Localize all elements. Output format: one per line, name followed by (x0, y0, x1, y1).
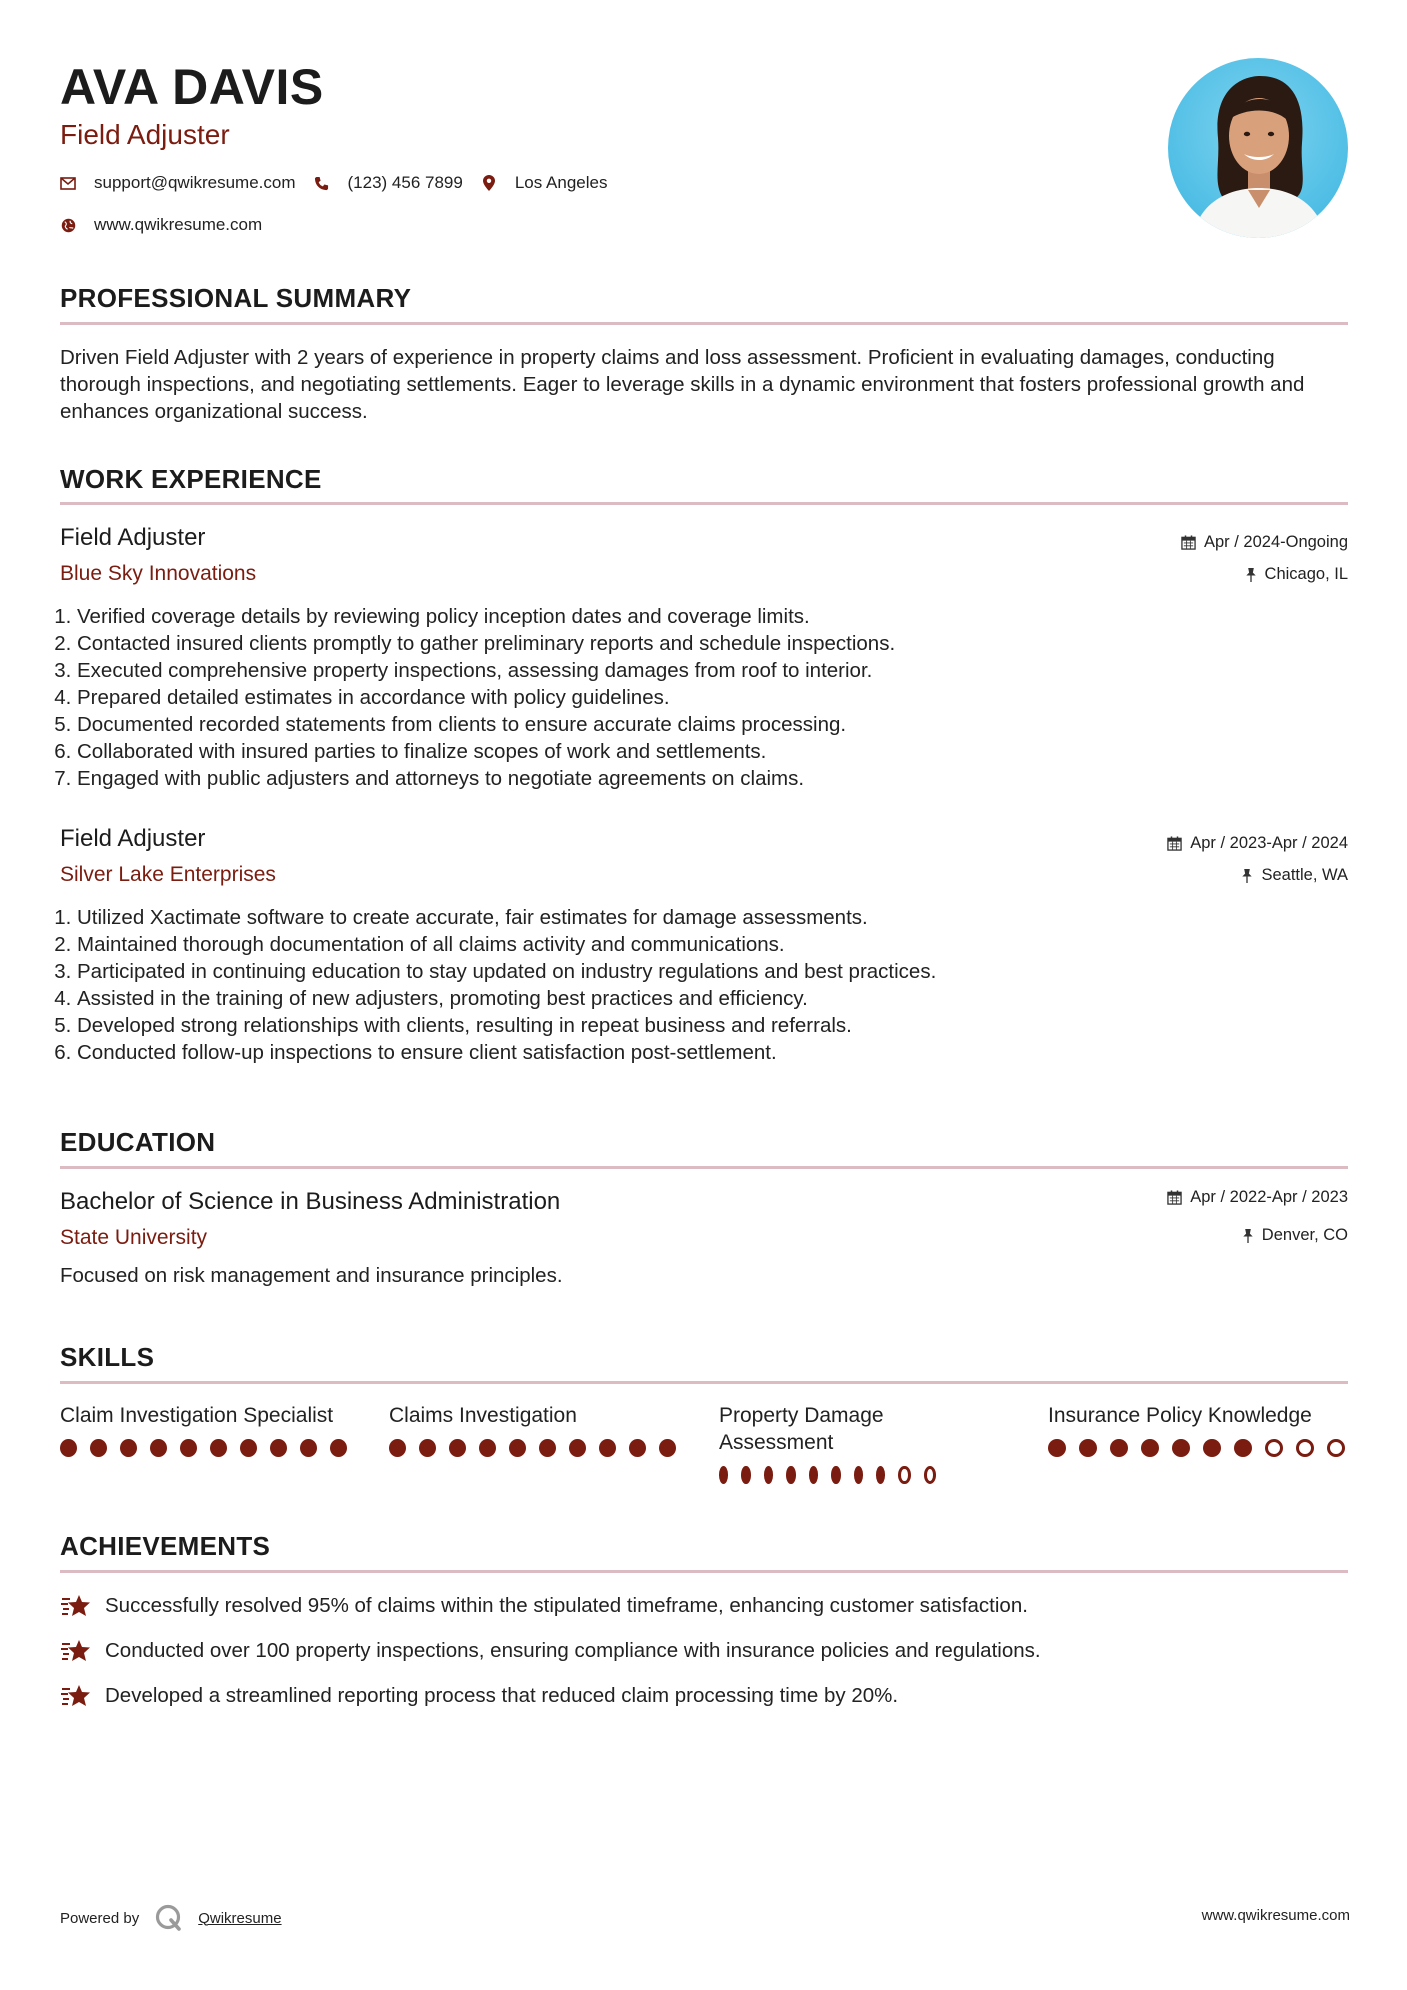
education-location-text: Denver, CO (1261, 1226, 1348, 1244)
skills-heading: SKILLS (60, 1342, 155, 1372)
job-location-text: Chicago, IL (1264, 565, 1348, 583)
contact-email[interactable]: support@qwikresume.com (94, 173, 296, 192)
list-item: 1. Verified coverage details by reviewing policy inception dates and coverage limits. (77, 603, 1327, 630)
list-item: 6. Collaborated with insured parties to finalize scopes of work and settlements. (77, 738, 1327, 765)
rating-dot-empty (1327, 1439, 1345, 1457)
skill-item (60, 1402, 360, 1457)
contact-row-secondary (60, 215, 280, 235)
rating-dot-filled (569, 1439, 586, 1457)
job-bullets (40, 904, 1327, 1066)
rating-dot-filled (90, 1439, 107, 1457)
rating-dot-empty (924, 1466, 936, 1484)
contact-phone[interactable]: (123) 456 7899 (347, 173, 463, 192)
profile-photo (1168, 58, 1348, 238)
rating-dot-filled (831, 1466, 840, 1484)
skill-rating (60, 1439, 360, 1457)
summary-heading: PROFESSIONAL SUMMARY (60, 283, 412, 313)
footer-powered-by (60, 1903, 282, 1933)
powered-by-label: Powered by (60, 1909, 140, 1927)
achievements-divider (60, 1570, 1348, 1573)
achievement-text: Developed a streamlined reporting process that reduced claim processing time by 20%. (105, 1684, 899, 1707)
rating-dot-filled (629, 1439, 646, 1457)
rating-dot-filled (330, 1439, 347, 1457)
location-pin-icon (481, 175, 497, 191)
list-item: 4. Prepared detailed estimates in accordance with policy guidelines. (77, 684, 1327, 711)
calendar-icon (1167, 1190, 1182, 1205)
calendar-icon (1181, 535, 1196, 550)
skill-item (719, 1402, 949, 1484)
rating-dot-empty (1265, 1439, 1283, 1457)
education-location (1242, 1226, 1348, 1245)
summary-text: Driven Field Adjuster with 2 years of experience in property claims and loss assessment. Proficient in evaluating damages, conducting thorough inspections, and negotiating settlements. Eager to leverage skills in a dynamic environment that fosters professional growth and enhances organizational success. (60, 346, 1305, 423)
list-item: 3. Executed comprehensive property inspections, assessing damages from roof to interior. (77, 657, 1327, 684)
achievement-item (60, 1636, 1041, 1666)
rating-dot-filled (1203, 1439, 1221, 1457)
calendar-icon (1167, 836, 1182, 851)
list-item: 7. Engaged with public adjusters and attorneys to negotiate agreements on claims. (77, 765, 1327, 792)
rating-dot-filled (419, 1439, 436, 1457)
rating-dot-filled (599, 1439, 616, 1457)
achievement-item (60, 1591, 1028, 1621)
job-title: Field Adjuster (60, 524, 206, 551)
list-item: 5. Developed strong relationships with clients, resulting in repeat business and referrals. (77, 1012, 1327, 1039)
pushpin-icon (1241, 868, 1253, 883)
rating-dot-filled (809, 1466, 818, 1484)
education-divider (60, 1166, 1348, 1169)
rating-dot-empty (1296, 1439, 1314, 1457)
rating-dot-filled (1079, 1439, 1097, 1457)
skill-rating (1048, 1439, 1358, 1457)
list-item: 5. Documented recorded statements from clients to ensure accurate claims processing. (77, 711, 1327, 738)
star-award-icon (60, 1636, 92, 1666)
list-item: 2. Contacted insured clients promptly to gather preliminary reports and schedule inspections. (77, 630, 1327, 657)
rating-dot-filled (300, 1439, 317, 1457)
skill-name: Claim Investigation Specialist (60, 1404, 334, 1427)
job-dates-text: Apr / 2023-Apr / 2024 (1190, 834, 1348, 852)
education-dates (1167, 1188, 1348, 1207)
rating-dot-filled (479, 1439, 496, 1457)
job-bullets (40, 603, 1327, 792)
globe-icon (60, 217, 76, 233)
list-item: 2. Maintained thorough documentation of all claims activity and communications. (77, 931, 1327, 958)
rating-dot-filled (1172, 1439, 1190, 1457)
rating-dot-filled (719, 1466, 728, 1484)
rating-dot-filled (150, 1439, 167, 1457)
rating-dot-filled (449, 1439, 466, 1457)
rating-dot-empty (898, 1466, 910, 1484)
skill-name: Property Damage Assessment (719, 1404, 884, 1454)
achievement-text: Conducted over 100 property inspections, ensuring compliance with insurance policies and regulations. (105, 1639, 1041, 1662)
star-award-icon (60, 1591, 92, 1621)
rating-dot-filled (240, 1439, 257, 1457)
rating-dot-filled (210, 1439, 227, 1457)
education-school: State University (60, 1226, 208, 1249)
list-item: 1. Utilized Xactimate software to create accurate, fair estimates for damage assessments. (77, 904, 1327, 931)
rating-dot-filled (1110, 1439, 1128, 1457)
list-item: 3. Participated in continuing education to stay updated on industry regulations and best practices. (77, 958, 1327, 985)
rating-dot-filled (659, 1439, 676, 1457)
rating-dot-filled (270, 1439, 287, 1457)
rating-dot-filled (741, 1466, 750, 1484)
footer-website[interactable]: www.qwikresume.com (1201, 1907, 1350, 1924)
skills-divider (60, 1381, 1348, 1384)
skill-item (389, 1402, 689, 1457)
contact-website[interactable]: www.qwikresume.com (94, 215, 263, 234)
rating-dot-filled (60, 1439, 77, 1457)
job-dates-text: Apr / 2024-Ongoing (1203, 533, 1348, 551)
job-dates (1181, 533, 1348, 552)
job-company: Silver Lake Enterprises (60, 863, 276, 886)
job-dates (1167, 834, 1348, 853)
rating-dot-filled (539, 1439, 556, 1457)
job-location (1241, 866, 1348, 885)
skill-rating (719, 1466, 949, 1484)
pushpin-icon (1242, 1228, 1254, 1243)
contact-location: Los Angeles (514, 173, 608, 192)
education-description: Focused on risk management and insurance principles. (60, 1264, 563, 1287)
achievements-heading: ACHIEVEMENTS (60, 1531, 271, 1561)
skill-name: Insurance Policy Knowledge (1048, 1404, 1312, 1427)
phone-icon (314, 175, 330, 191)
mail-icon (60, 175, 76, 191)
brand-link[interactable]: Qwikresume (198, 1909, 282, 1927)
education-heading: EDUCATION (60, 1127, 216, 1157)
rating-dot-filled (1141, 1439, 1159, 1457)
job-location-text: Seattle, WA (1261, 866, 1348, 884)
rating-dot-filled (120, 1439, 137, 1457)
rating-dot-filled (764, 1466, 773, 1484)
pushpin-icon (1245, 567, 1257, 582)
experience-divider (60, 502, 1348, 505)
qwikresume-logo-icon (154, 1903, 184, 1933)
rating-dot-filled (509, 1439, 526, 1457)
rating-dot-filled (876, 1466, 885, 1484)
skill-item (1048, 1402, 1358, 1457)
achievement-text: Successfully resolved 95% of claims within the stipulated timeframe, enhancing customer satisfaction. (105, 1594, 1028, 1617)
achievement-item (60, 1681, 898, 1711)
education-degree: Bachelor of Science in Business Administration (60, 1188, 561, 1215)
skill-rating (389, 1439, 689, 1457)
rating-dot-filled (180, 1439, 197, 1457)
candidate-name: AVA DAVIS (60, 59, 324, 115)
rating-dot-filled (786, 1466, 795, 1484)
star-award-icon (60, 1681, 92, 1711)
job-location (1245, 565, 1348, 584)
rating-dot-filled (1234, 1439, 1252, 1457)
rating-dot-filled (1048, 1439, 1066, 1457)
job-title: Field Adjuster (60, 825, 206, 852)
rating-dot-filled (854, 1466, 863, 1484)
contact-row-primary (60, 173, 625, 193)
list-item: 6. Conducted follow-up inspections to ensure client satisfaction post-settlement. (77, 1039, 1327, 1066)
rating-dot-filled (389, 1439, 406, 1457)
job-company: Blue Sky Innovations (60, 562, 257, 585)
experience-heading: WORK EXPERIENCE (60, 464, 322, 494)
skill-name: Claims Investigation (389, 1404, 577, 1427)
summary-divider (60, 322, 1348, 325)
list-item: 4. Assisted in the training of new adjusters, promoting best practices and efficiency. (77, 985, 1327, 1012)
education-dates-text: Apr / 2022-Apr / 2023 (1190, 1188, 1348, 1206)
candidate-title: Field Adjuster (60, 119, 230, 150)
